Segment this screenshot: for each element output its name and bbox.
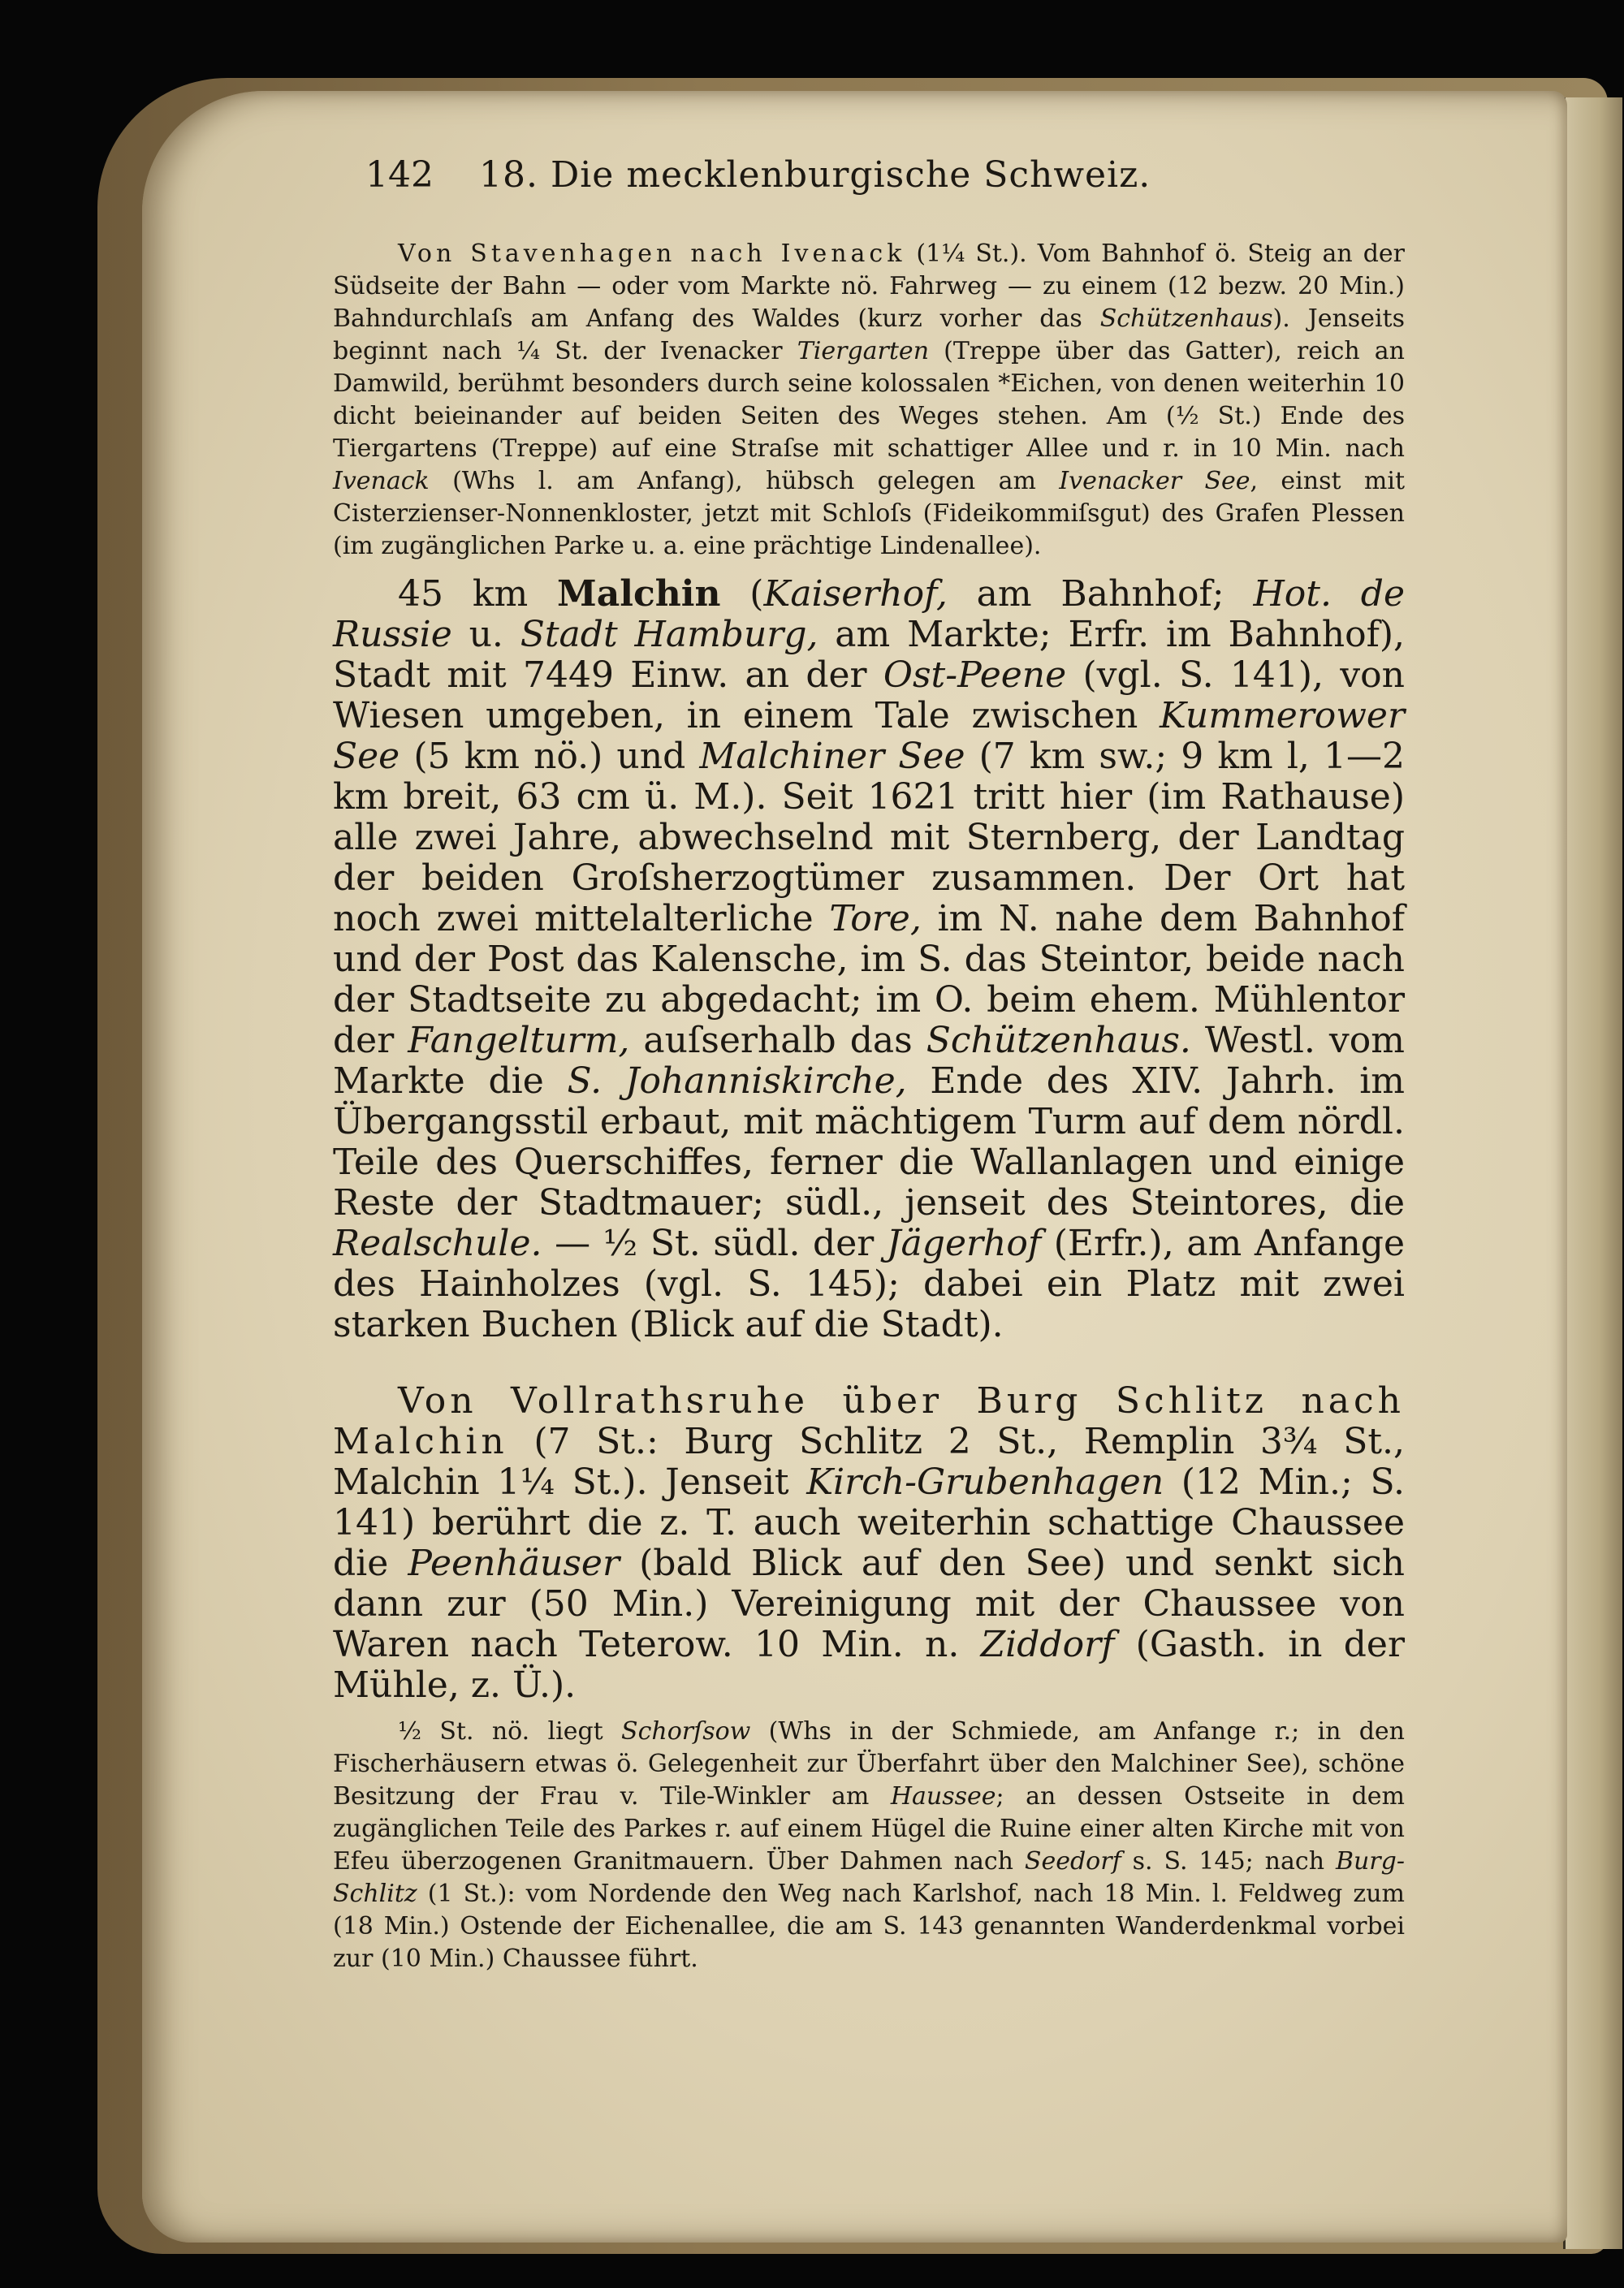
excursion-ivenack: Von Stavenhagen nach Ivenack (1¼ St.). Vom Bahnhof ö. Steig an der Südseite der Bahn — oder vom Markte nö. Fahrweg — zu einem (12 bezw. 20 Min.) Bahndurchlaſs am Anfang des Waldes (kurz vorher das Schützenhaus). Jenseits beginnt nach ¼ St. der Ivenacker Tiergarten (Treppe über das Gatter), reich an Damwild, berühmt besonders durch seine kolossalen *Eichen, von denen weiterhin 10 dicht beieinander auf beiden Seiten des Weges stehen. Am (½ St.) Ende des Tiergartens (Treppe) auf eine Straſse mit schattiger Allee und r. in 10 Min. nach Ivenack (Whs l. am Anfang), hübsch gelegen am Ivenacker See, einst mit Cisterzienser-Nonnenkloster, jetzt mit Schloſs (Fideikommiſsgut) des Grafen Plessen (im zugänglichen Parke u. a. eine prächtige Lindenallee). [333,240,1406,560]
place-heading-malchin: Malchin [557,573,721,615]
note-schorssow: ½ St. nö. liegt Schorſsow (Whs in der Schmiede, am Anfange r.; in den Fischerhäusern etwas ö. Gelegenheit zur Überfahrt über den Malchiner See), schöne Besitzung der Frau v. Tile-Winkler am Haussee; an dessen Ostseite in dem zugänglichen Teile des Parkes r. auf einem Hügel die Ruine einer alten Kirche mit von Efeu überzogenen Granitmauern. Über Dahmen nach Seedorf s. S. 145; nach Burg-Schlitz (1 St.): vom Nordende den Weg nach Karlshof, nach 18 Min. l. Feldweg zum (18 Min.) Ostende der Eichenallee, die am S. 143 genannten Wanderdenkmal vorbei zur (10 Min.) Chaussee führt. [333,1717,1405,1973]
page-text [333,154,1405,1975]
excursion-title: Von Vollrathsruhe über Burg Schlitz nach Malchin [333,1380,1405,1462]
excursion-burg-schlitz: Von Vollrathsruhe über Burg Schlitz nach Malchin (7 St.: Burg Schlitz 2 St., Remplin 3¾ St., Malchin 1¼ St.). Jenseit Kirch-Grubenhagen (12 Min.; S. 141) berührt die z. T. auch weiterhin schattige Chaussee die Peenhäuser (bald Blick auf den See) und senkt sich dann zur (50 Min.) Vereinigung mit der Chaussee von Waren nach Teterow. 10 Min. n. Ziddorf (Gasth. in der Mühle, z. Ü.). [333,1380,1406,1706]
malchin-paragraph: 45 km Malchin (Kaiserhof, am Bahnhof; Hot. de Russie u. Stadt Hamburg, am Markte; Erfr. im Bahnhof), Stadt mit 7449 Einw. an der Ost-Peene (vgl. S. 141), von Wiesen umgeben, in einem Tale zwischen Kummerower See (5 km nö.) und Malchiner See (7 km sw.; 9 km l, 1—2 km breit, 63 cm ü. M.). Seit 1621 tritt hier (im Rathause) alle zwei Jahre, abwechselnd mit Sternberg, der Landtag der beiden Groſsherzogtümer zusammen. Der Ort hat noch zwei mittelalterliche Tore, im N. nahe dem Bahnhof und der Post das Kalensche, im S. das Steintor, beide nach der Stadtseite zu abgedacht; im O. beim ehem. Mühlentor der Fangelturm, auſserhalb das Schützenhaus. Westl. vom Markte die S. Johanniskirche, Ende des XIV. Jahrh. im Übergangsstil erbaut, mit mächtigem Turm auf dem nördl. Teile des Querschiffes, ferner die Wallanlagen und einige Reste der Stadtmauer; südl., jenseit des Steintores, die Realschule. — ½ St. südl. der Jägerhof (Erfr.), am Anfange des Hainholzes (vgl. S. 145); dabei ein Platz mit zwei starken Buchen (Blick auf die Stadt). [333,573,1406,1345]
page-header [365,154,1405,196]
facing-page-edge [1563,97,1622,2249]
page-number: 142 [365,154,434,196]
excursion-title: Von Stavenhagen nach Ivenack [398,240,906,268]
running-head: 18. Die mecklenburgische Schweiz. [479,154,1151,196]
